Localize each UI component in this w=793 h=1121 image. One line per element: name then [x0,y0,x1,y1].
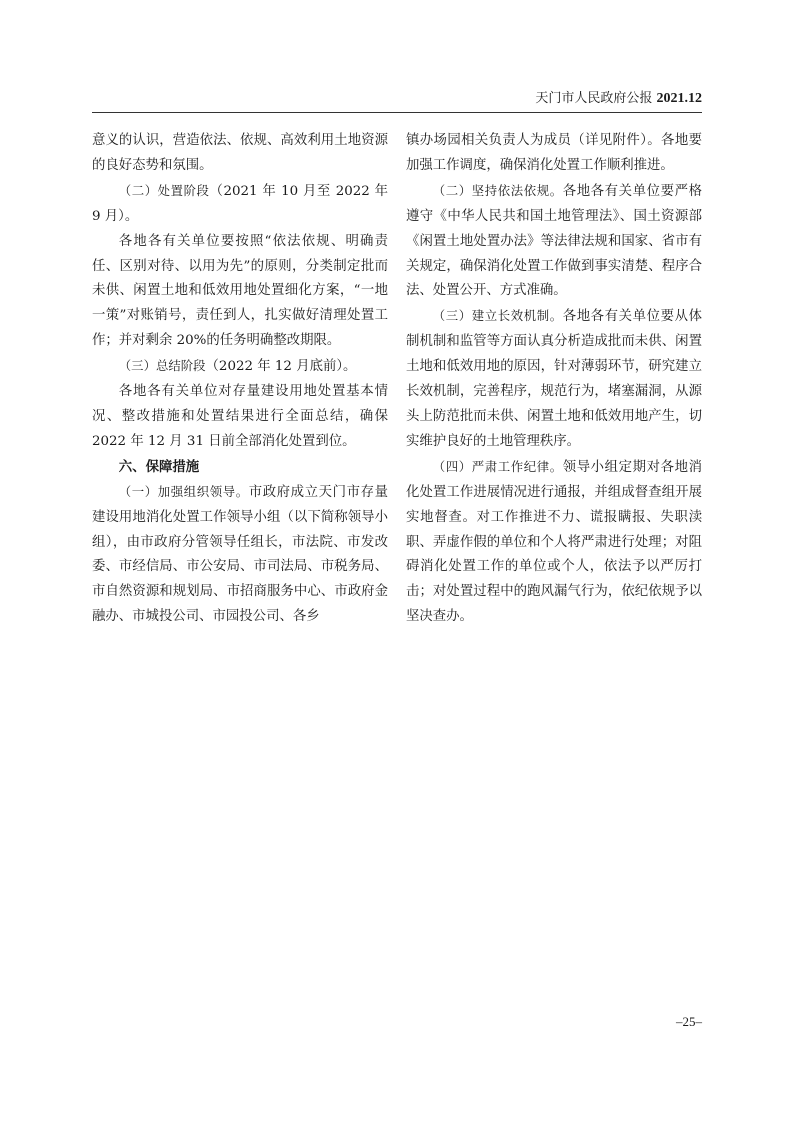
right-column [406,129,702,630]
subheading-paragraph [92,354,388,380]
paragraph-text: （2021 年 10 月至 2022 年 9 月）。 [92,183,388,224]
subheading-paragraph [406,304,702,454]
subheading: （一）加强组织领导。 [118,483,249,499]
subheading: （三）总结阶段 [118,358,206,374]
subheading-paragraph [406,179,702,305]
header-rule [92,112,702,113]
subheading-paragraph [92,179,388,230]
section-heading: 六、保障措施 [118,458,200,475]
left-column [92,129,388,630]
paragraph: 镇办场园相关负责人为成员（详见附件）。各地要加强工作调度，确保消化处置工作顺利推进。 [406,133,702,173]
subheading: （四）严肃工作纪律。 [432,458,563,474]
issue-number: 2021.12 [656,91,702,106]
paragraph-text: 各地各有关单位要严格遵守《中华人民共和国土地管理法》、国土资源部《闲置土地处置办法》等法律法规和国家、省市有关规定，确保消化处置工作做到事实清楚、程序合法、处置公开、方式准确。 [406,183,703,299]
page-header [92,88,702,110]
subheading-paragraph [406,455,702,630]
paragraph-text: （2022 年 12 月底前）。 [205,359,357,375]
subheading-paragraph [92,480,388,630]
paragraph: 各地各有关单位要按照“依法依规、明确责任、区别对待、以用为先”的原则，分类制定批而未供、闲置土地和低效用地处置细化方案，“一地一策”对账销号，责任到人，扎实做好清理处置工作；并对剩余 20%的任务明确整改期限。 [92,233,388,349]
paragraph: 意义的认识，营造依法、依规、高效利用土地资源的良好态势和氛围。 [92,133,388,173]
paragraph-text: 领导小组定期对各地消化处置工作进展情况进行通报，并组成督查组开展实地督查。对工作推进不力、谎报瞒报、失职渎职、弄虚作假的单位和个人将严肃进行处理；对阻碍消化处置工作的单位或个人，依法予以严厉打击；对处置过程中的跑风漏气行为，依纪依规予以坚决查办。 [406,459,703,625]
paragraph: 各地各有关单位对存量建设用地处置基本情况、整改措施和处置结果进行全面总结，确保 2022 年 12 月 31 日前全部消化处置到位。 [92,384,388,449]
paragraph-text: 各地各有关单位要从体制机制和监管等方面认真分析造成批而未供、闲置土地和低效用地的原因，针对薄弱环节，研究建立长效机制，完善程序，规范行为，堵塞漏洞，从源头上防范批而未供、闲置土地和低效用地产生，切实维护良好的土地管理秩序。 [406,309,703,449]
subheading: （二）处置阶段 [118,182,210,198]
page-number: –25– [676,1014,702,1029]
publication-name: 天门市人民政府公报 [535,91,653,106]
subheading: （二）坚持依法依规。 [432,182,563,198]
header-title [535,88,702,110]
subheading: （三）建立长效机制。 [432,308,563,324]
paragraph-text: 市政府成立天门市存量建设用地消化处置工作领导小组（以下简称领导小组），由市政府分管领导任组长，市法院、市发改委、市经信局、市公安局、市司法局、市税务局、市自然资源和规划局、市招商服务中心、市政府金融办、市城投公司、市园投公司、各乡 [92,484,389,625]
